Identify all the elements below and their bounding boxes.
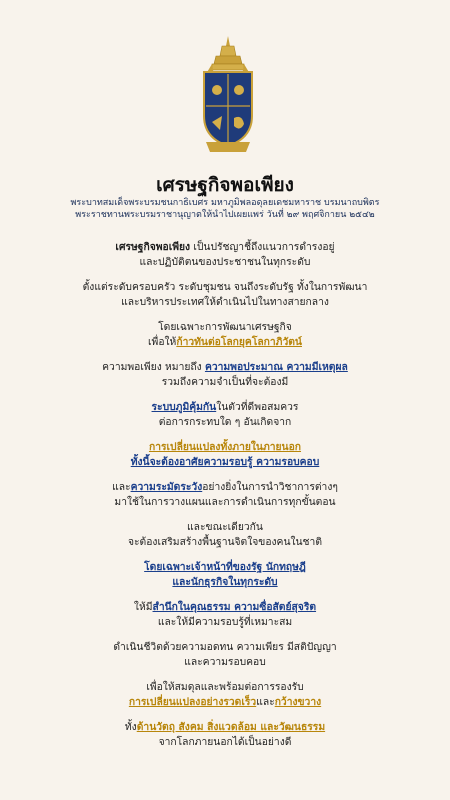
text-segment: ในตัวที่ดีพอสมควร bbox=[216, 401, 299, 413]
text-segment: และขณะเดียวกัน bbox=[187, 521, 263, 533]
paragraph-line bbox=[10, 695, 440, 710]
paragraph-line bbox=[10, 575, 440, 590]
text-segment: ดำเนินชีวิตด้วยความอดทน ความเพียร มีสติปัญญา bbox=[113, 641, 337, 653]
paragraph-line bbox=[10, 495, 440, 510]
text-segment: และ bbox=[256, 696, 275, 708]
text-segment: รวมถึงความจำเป็นที่จะต้องมี bbox=[161, 376, 289, 388]
paragraph-line bbox=[10, 255, 440, 270]
highlighted-phrase: ก้าวทันต่อโลกยุคโลกาภิวัตน์ bbox=[176, 336, 302, 348]
paragraph-line bbox=[10, 360, 440, 375]
paragraph bbox=[10, 520, 440, 550]
text-segment: ทั้ง bbox=[124, 721, 137, 733]
text-segment: เป็นปรัชญาชี้ถึงแนวการดำรงอยู่ bbox=[190, 241, 335, 253]
highlighted-phrase: การเปลี่ยนแปลงทั้งภายในภายนอก bbox=[148, 441, 302, 453]
text-segment: มาใช้ในการวางแผนและการดำเนินการทุกขั้นตอน bbox=[114, 496, 336, 508]
paragraph-line bbox=[10, 335, 440, 350]
paragraph bbox=[10, 680, 440, 710]
paragraph bbox=[10, 720, 440, 750]
highlighted-phrase: สำนึกในคุณธรรม ความซื่อสัตย์สุจริต bbox=[152, 601, 317, 613]
paragraph-line bbox=[10, 560, 440, 575]
paragraph bbox=[10, 560, 440, 590]
text-segment: ตั้งแต่ระดับครอบครัว ระดับชุมชน จนถึงระดับรัฐ ทั้งในการพัฒนา bbox=[82, 281, 368, 293]
text-segment: และปฏิบัติตนของประชาชนในทุกระดับ bbox=[139, 256, 311, 268]
paragraph-line bbox=[10, 680, 440, 695]
text-segment: และความรอบคอบ bbox=[184, 656, 266, 668]
paragraph-line bbox=[10, 295, 440, 310]
text-segment: อย่างยิ่งในการนำวิชาการต่างๆ bbox=[202, 481, 338, 493]
paragraph bbox=[10, 240, 440, 270]
paragraph-line bbox=[10, 735, 440, 750]
paragraph-line bbox=[10, 400, 440, 415]
paragraph-line bbox=[10, 280, 440, 295]
text-segment: ต่อการกระทบใด ๆ อันเกิดจาก bbox=[158, 416, 292, 428]
highlighted-phrase: กว้างขวาง bbox=[274, 696, 322, 708]
subtitle-royal-name: พระบาทสมเด็จพระบรมชนกาธิเบศร มหาภูมิพลอดุลยเดชมหาราช บรมนาถบพิตร bbox=[70, 198, 380, 208]
paragraph bbox=[10, 400, 440, 430]
royal-seal-emblem bbox=[196, 34, 260, 156]
text-segment: เพื่อให้ bbox=[148, 336, 177, 348]
paragraph bbox=[10, 640, 440, 670]
paragraph-line bbox=[10, 615, 440, 630]
paragraph-line bbox=[10, 720, 440, 735]
highlighted-phrase: โดยเฉพาะเจ้าหน้าที่ของรัฐ นักทฤษฎี bbox=[144, 561, 306, 573]
paragraph-line bbox=[10, 240, 440, 255]
highlighted-phrase: ความระมัดระวัง bbox=[130, 481, 203, 493]
highlighted-phrase: ด้านวัตถุ สังคม สิ่งแวดล้อม และวัฒนธรรม bbox=[136, 721, 326, 733]
paragraph-line bbox=[10, 440, 440, 455]
paragraph bbox=[10, 280, 440, 310]
highlighted-phrase: ทั้งนี้จะต้องอาศัยความรอบรู้ ความรอบคอบ bbox=[130, 456, 320, 468]
text-segment: ความพอเพียง หมายถึง bbox=[102, 361, 205, 373]
text-segment: จากโลกภายนอกได้เป็นอย่างดี bbox=[158, 736, 292, 748]
text-segment: และให้มีความรอบรู้ที่เหมาะสม bbox=[157, 616, 293, 628]
paragraph bbox=[10, 360, 440, 390]
paragraph bbox=[10, 600, 440, 630]
text-segment: โดยเฉพาะการพัฒนาเศรษฐกิจ bbox=[158, 321, 292, 333]
highlighted-phrase: และนักธุรกิจในทุกระดับ bbox=[172, 576, 278, 588]
paragraph-line bbox=[10, 320, 440, 335]
text-segment: จะต้องเสริมสร้างพื้นฐานจิตใจของคนในชาติ bbox=[127, 536, 323, 548]
paragraph bbox=[10, 480, 440, 510]
paragraph-line bbox=[10, 455, 440, 470]
page-title: เศรษฐกิจพอเพียง bbox=[156, 174, 294, 196]
text-segment: และ bbox=[112, 481, 131, 493]
highlighted-phrase: ความพอประมาณ ความมีเหตุผล bbox=[204, 361, 348, 373]
paragraph-line bbox=[10, 640, 440, 655]
text-segment: และบริหารประเทศให้ดำเนินไปในทางสายกลาง bbox=[121, 296, 329, 308]
paragraph bbox=[10, 440, 440, 470]
paragraph-line bbox=[10, 520, 440, 535]
paragraph bbox=[10, 320, 440, 350]
paragraph-line bbox=[10, 480, 440, 495]
text-segment: ให้มี bbox=[133, 601, 153, 613]
highlighted-phrase: การเปลี่ยนแปลงอย่างรวดเร็ว bbox=[128, 696, 257, 708]
paragraph-line bbox=[10, 415, 440, 430]
paragraph-line bbox=[10, 375, 440, 390]
paragraph-line bbox=[10, 600, 440, 615]
text-segment: เศรษฐกิจพอเพียง bbox=[115, 241, 191, 253]
paragraph-line bbox=[10, 655, 440, 670]
text-segment: เพื่อให้สมดุลและพร้อมต่อการรองรับ bbox=[146, 681, 304, 693]
highlighted-phrase: ระบบภูมิคุ้มกัน bbox=[151, 401, 217, 413]
paragraph-line bbox=[10, 535, 440, 550]
subtitle-permission-note: พระราชทานพระบรมราชานุญาตให้นำไปเผยแพร่ วันที่ ๒๙ พฤศจิกายน ๒๕๔๒ bbox=[75, 210, 375, 220]
